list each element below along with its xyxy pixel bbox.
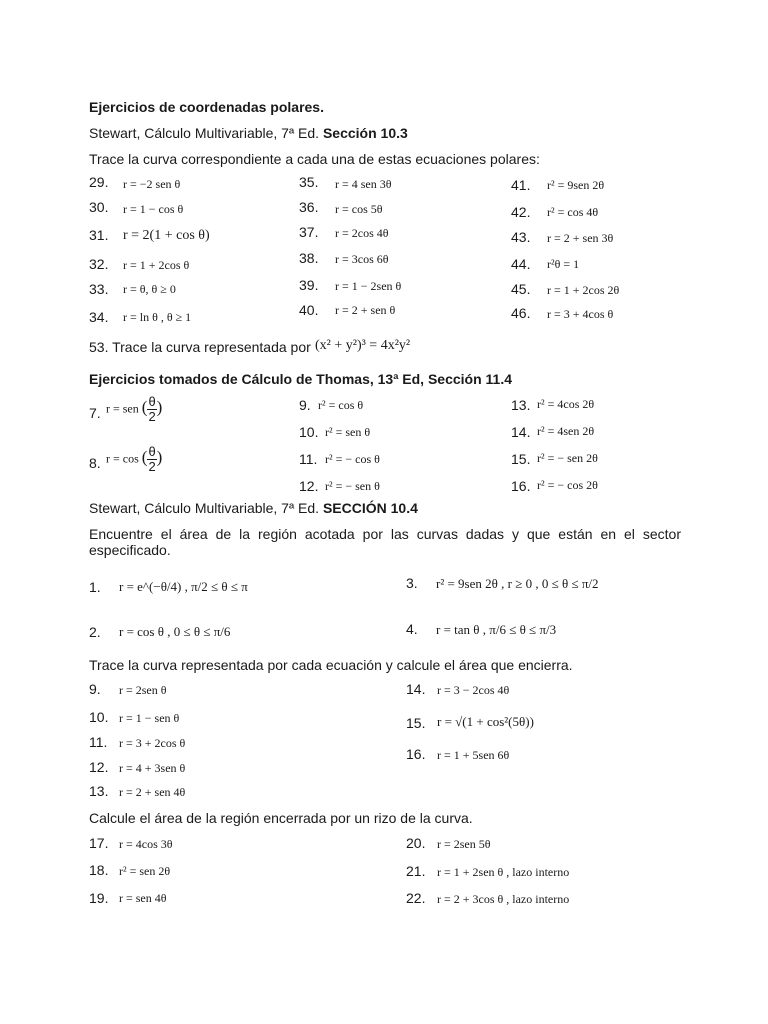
equation: r = 2cos 4θ [335, 226, 389, 240]
item-number: 9. [299, 397, 311, 413]
equation: r² = sen θ [325, 425, 371, 439]
equation: r = θ, θ ≥ 0 [123, 282, 176, 296]
item-number: 12. [299, 478, 319, 494]
item-number: 10. [299, 424, 319, 440]
equation: r = 4 + 3sen θ [119, 761, 186, 775]
item-number: 41. [511, 177, 531, 193]
equation: r²θ = 1 [547, 257, 580, 271]
item-number: 19. [89, 890, 109, 906]
source-section: SECCIÓN 10.4 [322, 500, 418, 516]
item-number: 15. [406, 715, 426, 731]
item-number: 33. [89, 281, 109, 297]
section-title: Ejercicios de coordenadas polares. [89, 99, 324, 115]
instruction: Trace la curva correspondiente a cada una de estas ecuaciones polares: [89, 151, 540, 167]
equation: r = √(1 + cos²(5θ)) [437, 714, 534, 729]
equation: r = 1 + 2cos 2θ [547, 283, 620, 297]
item-number: 31. [89, 227, 109, 243]
equation: r = 2sen 5θ [437, 837, 491, 851]
equation: r² = − cos 2θ [537, 478, 598, 492]
item-number: 46. [511, 305, 531, 321]
item-number: 11. [299, 451, 318, 467]
extra-item [89, 339, 311, 355]
equation: r = 4cos 3θ [119, 837, 173, 851]
equation: r = 2(1 + cos θ) [123, 228, 210, 243]
item-number: 35. [299, 174, 319, 190]
equation: r = sen ( $\frac{\theta}{2}$ ) [106, 394, 163, 424]
item-number: 44. [511, 256, 531, 272]
item-number: 3. [406, 575, 418, 591]
item-number: 18. [89, 862, 109, 878]
item-number: 8. [89, 455, 101, 471]
equation: r = 1 + 5sen 6θ [437, 748, 510, 762]
equation: r = cos θ , 0 ≤ θ ≤ π/6 [119, 624, 231, 639]
item-number: 13. [511, 397, 531, 413]
equation: r = −2 sen θ [123, 177, 181, 191]
item-number: 21. [406, 863, 426, 879]
item-number: 9. [89, 681, 101, 697]
equation: r² = cos 4θ [547, 205, 599, 219]
equation: r² = − cos θ [325, 452, 380, 466]
item-number: 12. [89, 759, 109, 775]
item-number: 29. [89, 174, 109, 190]
equation: r = 1 + 2cos θ [123, 258, 190, 272]
item-number: 14. [511, 424, 531, 440]
item-number: 37. [299, 224, 319, 240]
item-number: 7. [89, 405, 101, 421]
section-title: Ejercicios tomados de Cálculo de Thomas, 13ª Ed, Sección 11.4 [89, 371, 513, 387]
equation: r = 2 + sen 3θ [547, 231, 614, 245]
equation: r² = 9sen 2θ [547, 178, 605, 192]
item-number: 10. [89, 709, 109, 725]
item-number: 17. [89, 835, 109, 851]
item-number: 14. [406, 681, 426, 697]
equation: r = 3 + 4cos θ [547, 307, 614, 321]
fraction-denominator: 2 [148, 459, 156, 474]
equation-prefix: r = sen [106, 401, 139, 416]
item-number: 43. [511, 229, 531, 245]
source-book: Stewart, Cálculo Multivariable, 7ª Ed. [89, 125, 320, 141]
instruction: Calcule el área de la región encerrada por un rizo de la curva. [89, 810, 473, 826]
equation: r = e^(−θ/4) , π/2 ≤ θ ≤ π [119, 579, 248, 594]
item-number: 1. [89, 579, 101, 595]
fraction-numerator: θ [148, 394, 156, 409]
equation: r = 1 − cos θ [123, 202, 184, 216]
source-book: Stewart, Cálculo Multivariable, 7ª Ed. [89, 500, 320, 516]
equation: r = 1 − sen θ [119, 711, 180, 725]
equation: r² = 4cos 2θ [537, 397, 595, 411]
item-number: 13. [89, 783, 109, 799]
item-number: 16. [406, 746, 426, 762]
item-number: 42. [511, 204, 531, 220]
extra-equation: (x² + y²)³ = 4x²y² [315, 338, 411, 353]
equation: r = tan θ , π/6 ≤ θ ≤ π/3 [436, 622, 557, 637]
equation: r² = 4sen 2θ [537, 424, 595, 438]
fraction-denominator: 2 [148, 409, 156, 424]
equation-prefix: r = cos [106, 451, 139, 466]
instruction: Trace la curva representada por cada ecuación y calcule el área que encierra. [89, 657, 573, 673]
item-number: 15. [511, 451, 531, 467]
item-number: 45. [511, 281, 531, 297]
equation: r² = sen 2θ [119, 864, 171, 878]
item-number: 11. [89, 734, 108, 750]
equation: r = 2sen θ [119, 683, 167, 697]
equation: r = 1 − 2sen θ [335, 279, 402, 293]
equation: r = 4 sen 3θ [335, 177, 392, 191]
instruction: Encuentre el área de la región acotada por las curvas dadas y que están en el sector especificado. [89, 526, 681, 558]
item-number: 32. [89, 256, 109, 272]
item-number: 38. [299, 250, 319, 266]
equation: r = 1 + 2sen θ , lazo interno [437, 865, 570, 879]
equation: r² = − sen θ [325, 479, 380, 493]
item-number: 4. [406, 621, 418, 637]
equation: r = 2 + 3cos θ , lazo interno [437, 892, 570, 906]
equation: r² = cos θ [318, 398, 364, 412]
item-number: 2. [89, 624, 101, 640]
equation: r = cos 5θ [335, 202, 383, 216]
equation: r² = 9sen 2θ , r ≥ 0 , 0 ≤ θ ≤ π/2 [436, 576, 599, 591]
item-number: 16. [511, 478, 531, 494]
equation: r² = − sen 2θ [537, 451, 598, 465]
equation: r = 3 + 2cos θ [119, 736, 186, 750]
item-number: 36. [299, 199, 319, 215]
item-number: 34. [89, 309, 109, 325]
item-number: 39. [299, 277, 319, 293]
item-number: 22. [406, 890, 426, 906]
source-line [89, 500, 418, 516]
equation: r = 3 − 2cos 4θ [437, 683, 510, 697]
fraction-numerator: θ [148, 444, 156, 459]
equation: r = sen 4θ [119, 891, 167, 905]
equation: r = 2 + sen θ [335, 303, 396, 317]
extra-label: 53. Trace la curva representada por [89, 339, 311, 355]
equation: r = 3cos 6θ [335, 252, 389, 266]
source-line [89, 125, 408, 141]
item-number: 30. [89, 199, 109, 215]
item-number: 40. [299, 302, 319, 318]
equation: r = 2 + sen 4θ [119, 785, 186, 799]
equation: r = ln θ , θ ≥ 1 [123, 310, 192, 324]
item-number: 20. [406, 835, 426, 851]
equation: r = cos ( $\frac{\theta}{2}$ ) [106, 444, 163, 474]
source-section: Sección 10.3 [322, 125, 408, 141]
